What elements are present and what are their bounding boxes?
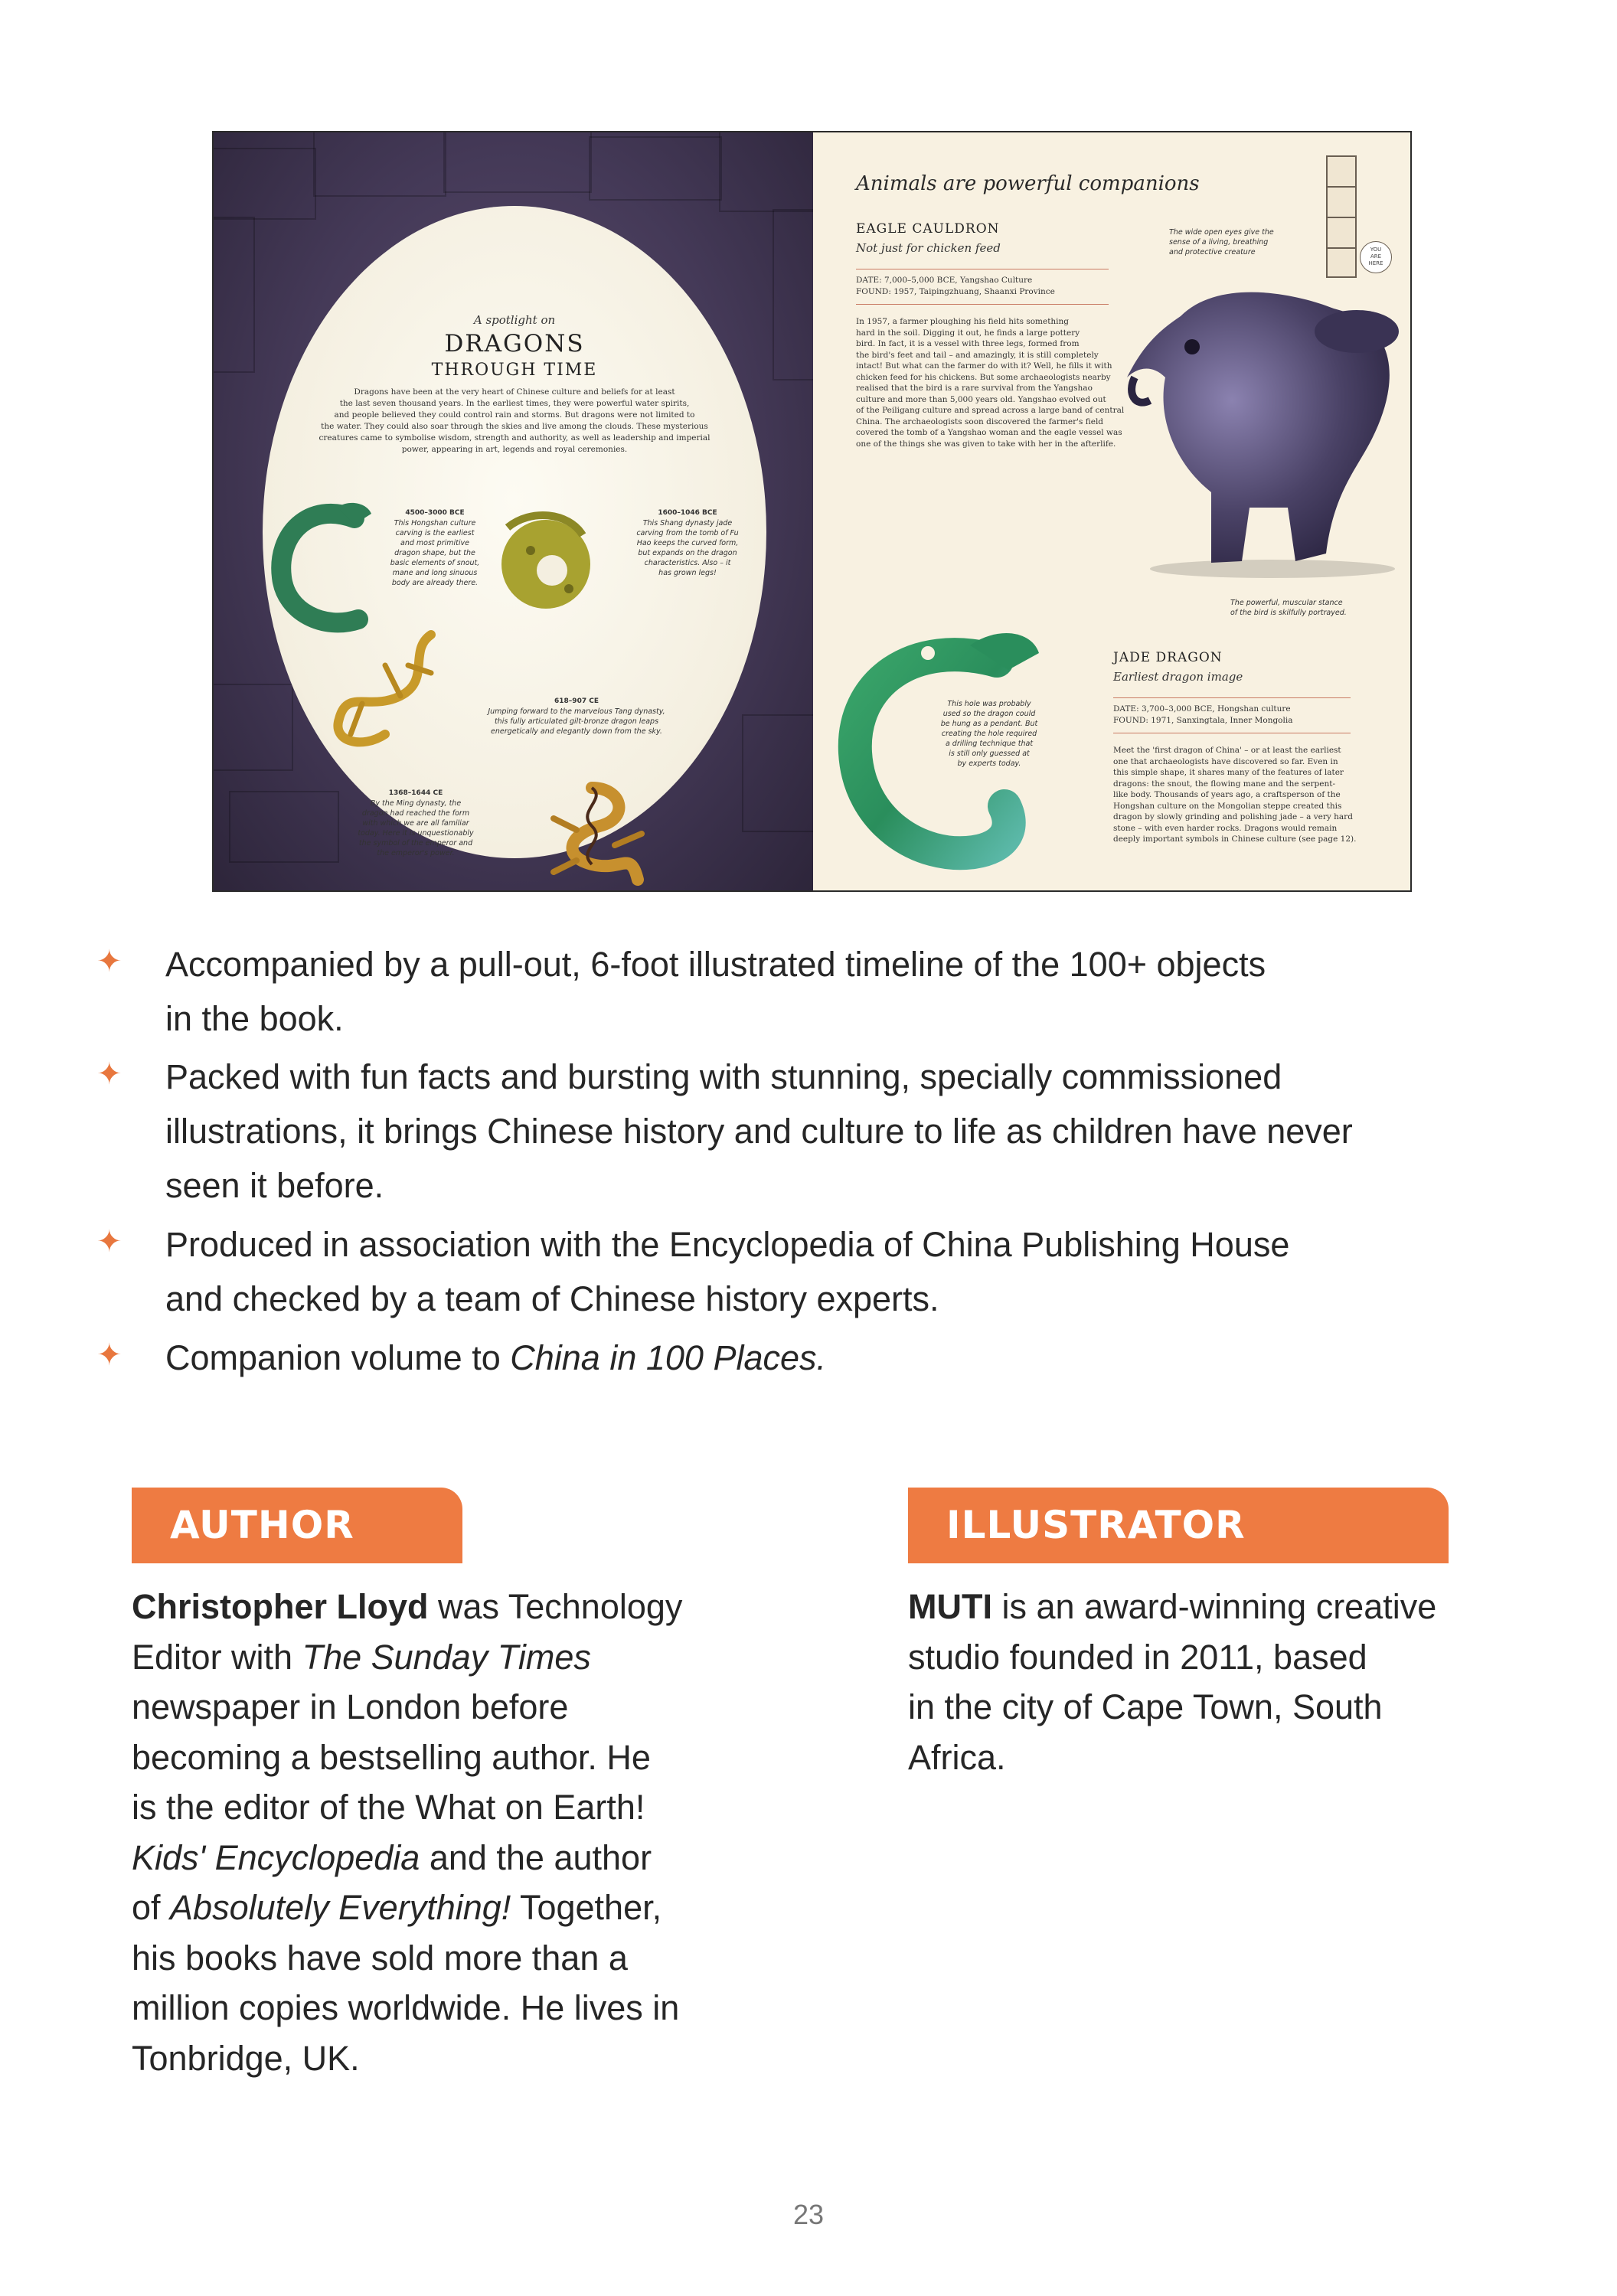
stone-block xyxy=(212,148,316,220)
intro-line: the water. They could also soar through the skies and live among the clouds. These mysterious xyxy=(321,422,708,431)
person-name: Christopher Lloyd xyxy=(132,1587,429,1626)
spread-right-page xyxy=(813,132,1410,890)
caption-line: Jumping forward to the marvelous Tang dynasty, xyxy=(488,707,665,716)
bio-line xyxy=(132,1733,760,1783)
bullet-item xyxy=(96,937,1513,1046)
bio-text: newspaper in London before xyxy=(132,1687,569,1726)
bio-line xyxy=(132,1582,760,1632)
illustrator-bio xyxy=(908,1582,1521,1782)
bullet-line: in the book. xyxy=(165,999,344,1038)
caption-line: characteristics. Also – it xyxy=(644,559,731,567)
bio-text: Tonbridge, UK. xyxy=(132,2038,360,2078)
note-line: by experts today. xyxy=(957,759,1021,768)
caption-line: By the Ming dynasty, the xyxy=(370,799,462,808)
spotlight-kicker: A spotlight on xyxy=(473,313,556,327)
bullet-line: and checked by a team of Chinese history experts. xyxy=(165,1279,939,1318)
date-line: DATE: 7,000–5,000 BCE, Yangshao Culture xyxy=(856,276,1033,285)
divider xyxy=(856,304,1109,305)
bullet-line: Produced in association with the Encyclopedia of China Publishing House xyxy=(165,1225,1290,1264)
spotlight-intro xyxy=(316,387,713,456)
eagle-cauldron-title: EAGLE CAULDRON xyxy=(856,221,1000,237)
body-line: dragons: the snout, the flowing mane and the serpent- xyxy=(1113,779,1335,789)
bullet-text xyxy=(165,1050,1513,1213)
jade-meta xyxy=(1113,704,1292,727)
timeline-segment xyxy=(1328,218,1355,249)
title-text: Absolutely Everything! xyxy=(170,1888,511,1927)
bio-line xyxy=(908,1632,1521,1683)
timeline-segment xyxy=(1328,188,1355,218)
note-line: The wide open eyes give the xyxy=(1169,228,1274,237)
bullet-line: Packed with fun facts and bursting with stunning, specially commissioned xyxy=(165,1057,1282,1096)
title-text: The Sunday Times xyxy=(302,1637,591,1677)
caption-line: dragon had reached the form xyxy=(361,809,470,818)
bio-text: his books have sold more than a xyxy=(132,1938,628,1978)
eagle-meta xyxy=(856,275,1055,298)
caption-line: carving from the tomb of Fu xyxy=(636,529,739,537)
bio-text: was Technology xyxy=(428,1587,683,1626)
note-line: of the bird is skilfully portrayed. xyxy=(1230,609,1347,617)
caption-line: energetically and elegantly down from the sky. xyxy=(491,727,662,736)
stone-block xyxy=(589,136,722,201)
note-line: The powerful, muscular stance xyxy=(1230,599,1343,607)
bullet-line: Accompanied by a pull-out, 6-foot illustrated timeline of the 100+ objects xyxy=(165,945,1266,984)
stone-block xyxy=(212,217,255,373)
eagle-cauldron-illustration xyxy=(1104,263,1410,584)
caption-date: 4500–3000 BCE xyxy=(405,509,465,517)
author-bio xyxy=(132,1582,760,2083)
note-line: be hung as a pendant. But xyxy=(940,720,1038,728)
found-line: FOUND: 1971, Sanxingtala, Inner Mongolia xyxy=(1113,716,1293,725)
note-eagle-stance xyxy=(1230,598,1383,618)
bio-line xyxy=(132,2033,760,2084)
spotlight-oval xyxy=(263,206,766,858)
bio-line xyxy=(908,1682,1521,1733)
jade-dragon-title: JADE DRAGON xyxy=(1113,650,1223,665)
caption-date: 1368–1644 CE xyxy=(388,789,443,797)
note-line: and protective creature xyxy=(1169,248,1256,256)
bio-line xyxy=(132,1933,760,1984)
bio-line xyxy=(132,1983,760,2033)
body-line: one that archaeologists have discovered so far. Even in xyxy=(1113,756,1338,766)
eagle-cauldron-tagline: Not just for chicken feed xyxy=(856,241,1001,255)
body-line: of the Peiligang culture and spread across a large band of central xyxy=(856,406,1125,415)
note-line: is still only guessed at xyxy=(949,750,1030,758)
caption-line: the symbol of the emperor and xyxy=(358,839,473,848)
shang-jade-dragon-illustration xyxy=(492,505,599,619)
found-line: FOUND: 1957, Taipingzhuang, Shaanxi Province xyxy=(856,287,1055,296)
bio-line xyxy=(132,1682,760,1733)
stone-block xyxy=(313,131,446,197)
caption-ming xyxy=(339,788,492,858)
illustrator-heading-tab: ILLUSTRATOR xyxy=(908,1488,1449,1563)
caption-line: dragon shape, but the xyxy=(394,549,475,557)
four-point-star-icon: ✦ xyxy=(96,1057,122,1092)
bio-text: is an award-winning creative xyxy=(991,1587,1437,1626)
bio-text: in the city of Cape Town, South xyxy=(908,1687,1383,1726)
body-line: realised that the bird is a rare survival from the Yangshao xyxy=(856,384,1093,393)
bullet-line: illustrations, it brings Chinese history and culture to life as children have never xyxy=(165,1112,1353,1151)
bio-text: becoming a bestselling author. He xyxy=(132,1737,651,1777)
caption-tang xyxy=(446,696,707,736)
timeline-segment xyxy=(1328,157,1355,188)
stone-block xyxy=(212,684,293,771)
caption-line: carving is the earliest xyxy=(395,529,475,537)
spread-left-page xyxy=(214,132,813,890)
bio-line xyxy=(132,1833,760,1883)
bullet-line: seen it before. xyxy=(165,1166,384,1205)
body-line: dragon by slowly grinding and polishing jade – a very hard xyxy=(1113,812,1353,821)
intro-line: the last seven thousand years. In the earliest times, they were powerful water spirits, xyxy=(339,399,690,408)
spotlight-title: DRAGONS xyxy=(444,330,585,358)
caption-line: today. Here it is unquestionably xyxy=(358,829,474,838)
caption-line: mane and long sinuous xyxy=(392,569,478,577)
four-point-star-icon: ✦ xyxy=(96,1224,122,1259)
person-name: MUTI xyxy=(908,1587,992,1626)
author-heading-tab: AUTHOR xyxy=(132,1488,462,1563)
body-line: intact! But what can the farmer do with it? Well, he fills it with xyxy=(856,361,1112,371)
caption-line: body are already there. xyxy=(391,579,479,587)
caption-line: basic elements of snout, xyxy=(390,559,480,567)
caption-date: 1600–1046 BCE xyxy=(658,509,717,517)
intro-line: Dragons have been at the very heart of Chinese culture and beliefs for at least xyxy=(354,387,675,397)
badge-line: ARE xyxy=(1370,253,1382,260)
body-line: China. The archaeologists soon discovered the farmer's field xyxy=(856,416,1104,426)
timeline-marker xyxy=(1326,155,1357,278)
bullet-text xyxy=(165,1217,1513,1326)
title-text: Kids' Encyclopedia xyxy=(132,1837,420,1877)
jade-dragon-tagline: Earliest dragon image xyxy=(1113,670,1243,684)
body-line: Hongshan culture on the Mongolian steppe created this xyxy=(1113,801,1342,811)
body-line: chicken feed for his chickens. But some archaeologists nearby xyxy=(856,372,1111,382)
body-line: stone – with even harder rocks. Dragons would remain xyxy=(1113,823,1338,833)
body-line: one of the things she was given to take with her in the afterlife. xyxy=(856,439,1116,449)
jade-body xyxy=(1113,745,1396,845)
book-spread-image xyxy=(212,131,1412,892)
body-line: the bird's feet and tail – and amazingly, it is still completely xyxy=(856,350,1099,360)
four-point-star-icon: ✦ xyxy=(96,944,122,979)
bio-line xyxy=(908,1582,1521,1632)
caption-line: has grown legs! xyxy=(658,569,717,577)
caption-line: this fully articulated gilt-bronze dragon leaps xyxy=(494,717,659,726)
tang-gilt-dragon-illustration xyxy=(316,619,446,765)
body-line: covered the tomb of a Yangshao woman and the eagle vessel was xyxy=(856,428,1122,437)
note-eagle-eye xyxy=(1169,227,1299,257)
body-line: bird. In fact, it is a vessel with three legs, formed from xyxy=(856,339,1080,348)
note-line: a drilling technique that xyxy=(945,740,1034,748)
bullet-text xyxy=(165,937,1513,1046)
bio-text: is the editor of the What on Earth! xyxy=(132,1788,645,1827)
bullet-item xyxy=(96,1331,1513,1385)
caption-line: the emperor's power. xyxy=(377,849,455,857)
eagle-body xyxy=(856,316,1147,449)
spotlight-subtitle: THROUGH TIME xyxy=(431,361,598,380)
intro-line: creatures came to symbolise wisdom, strength and authority, as well as leadership and imperial xyxy=(318,433,710,443)
caption-line: This Hongshan culture xyxy=(394,519,476,527)
bullet-item xyxy=(96,1050,1513,1213)
note-line: sense of a living, breathing xyxy=(1169,238,1269,247)
body-line: Meet the 'first dragon of China' – or at least the earliest xyxy=(1113,746,1341,755)
note-jade-hole xyxy=(928,699,1050,769)
bio-line xyxy=(132,1632,760,1683)
intro-line: and people believed they could control rain and storms. But dragons were not limited to xyxy=(334,410,695,420)
page-number: 23 xyxy=(792,2199,825,2230)
caption-line: but expands on the dragon xyxy=(638,549,737,557)
divider xyxy=(1113,697,1351,698)
body-line: like body. Thousands of years ago, a craftsperson of the xyxy=(1113,790,1341,799)
caption-shang xyxy=(622,508,753,578)
stone-block xyxy=(443,131,592,193)
caption-line: Hao keeps the curved form, xyxy=(636,539,739,547)
badge-line: HERE xyxy=(1368,260,1383,266)
bio-text: studio founded in 2011, based xyxy=(908,1637,1367,1677)
body-line: deeply important symbols in Chinese culture (see page 12). xyxy=(1113,834,1357,844)
bio-line xyxy=(908,1733,1521,1783)
bio-text: Africa. xyxy=(908,1737,1006,1777)
note-line: This hole was probably xyxy=(947,700,1031,708)
ming-dragon-illustration xyxy=(531,772,653,892)
body-line: hard in the soil. Digging it out, he finds a large pottery xyxy=(856,328,1080,338)
caption-line: This Shang dynasty jade xyxy=(642,519,733,527)
caption-date: 618–907 CE xyxy=(554,697,599,705)
intro-line: power, appearing in art, legends and royal ceremonies. xyxy=(401,445,628,454)
caption-line: and most primitive xyxy=(400,539,469,547)
date-line: DATE: 3,700–3,000 BCE, Hongshan culture xyxy=(1113,704,1291,714)
note-line: creating the hole required xyxy=(941,730,1037,738)
body-line: this simple shape, it shares many of the features of later xyxy=(1113,768,1344,777)
bio-text: million copies worldwide. He lives in xyxy=(132,1988,680,2027)
four-point-star-icon: ✦ xyxy=(96,1337,122,1373)
bio-text: Together, xyxy=(511,1888,662,1927)
bullet-text xyxy=(165,1331,1513,1385)
right-page-heading: Animals are powerful companions xyxy=(856,172,1200,195)
bio-line xyxy=(132,1782,760,1833)
note-line: used so the dragon could xyxy=(942,710,1036,718)
bio-text: and the author xyxy=(420,1837,652,1877)
caption-line: with which we are all familiar xyxy=(362,819,469,828)
caption-hongshan xyxy=(377,508,492,588)
bullet-item xyxy=(96,1217,1513,1326)
stone-block xyxy=(229,791,339,863)
badge-line: YOU xyxy=(1370,247,1382,253)
book-title: China in 100 Places. xyxy=(510,1338,827,1377)
bio-line xyxy=(132,1883,760,1933)
bio-text: of xyxy=(132,1888,171,1927)
bio-text: Editor with xyxy=(132,1637,302,1677)
body-line: culture and more than 5,000 years old. Yangshao evolved out xyxy=(856,394,1106,404)
bullet-line: Companion volume to xyxy=(165,1338,511,1377)
body-line: In 1957, a farmer ploughing his field hits something xyxy=(856,317,1070,326)
